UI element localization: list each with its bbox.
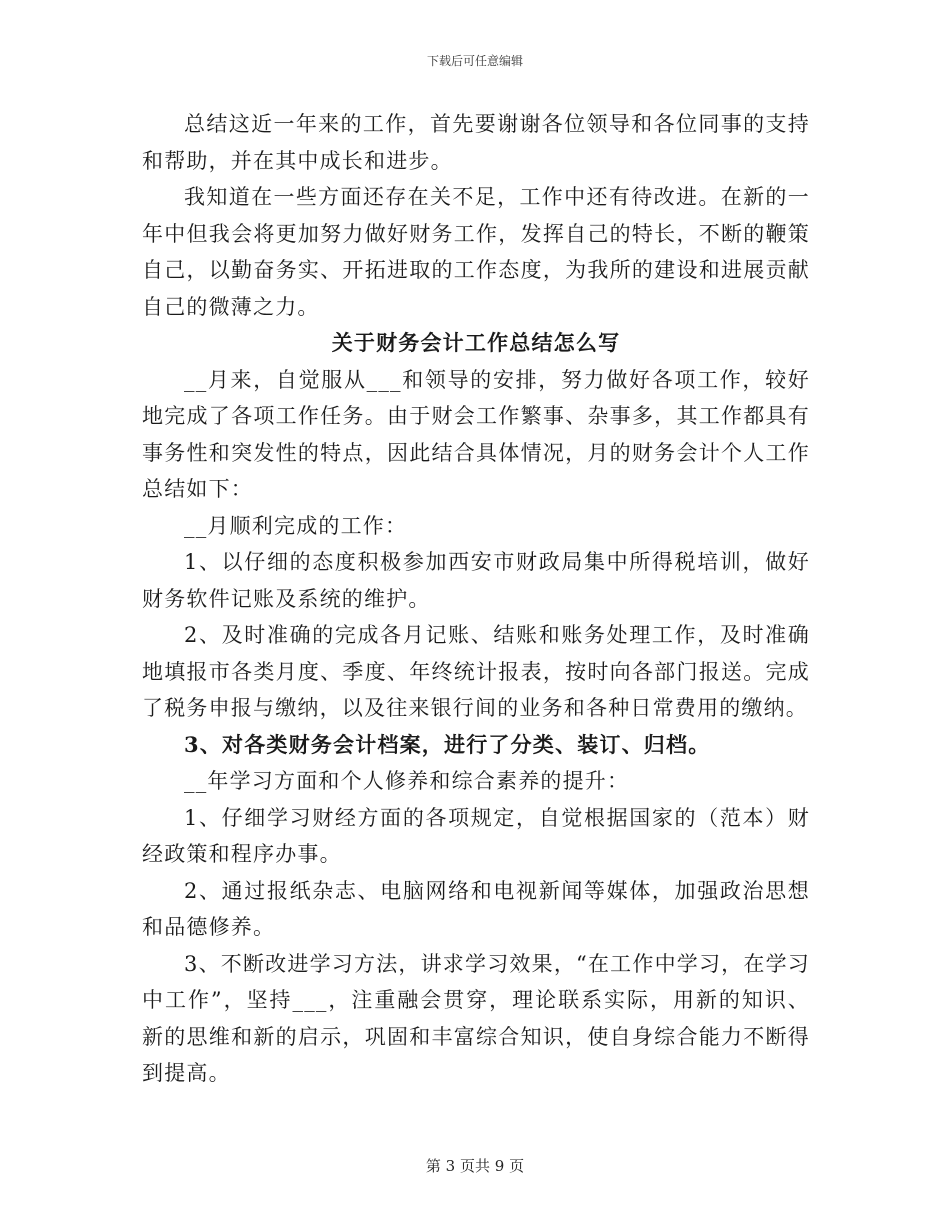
paragraph: 总结这近一年来的工作，首先要谢谢各位领导和各位同事的支持和帮助，并在其中成长和进步。 [142, 112, 810, 173]
paragraph: 1、以仔细的态度积极参加西安市财政局集中所得税培训，做好财务软件记账及系统的维护。 [142, 550, 810, 611]
document-body [142, 106, 810, 1092]
paragraph-bold: 3、对各类财务会计档案，进行了分类、装订、归档。 [184, 731, 711, 757]
paragraph: 我知道在一些方面还存在关不足，工作中还有待改进。在新的一年中但我会将更加努力做好财务工作，发挥自己的特长，不断的鞭策自己，以勤奋务实、开拓进取的工作态度，为我所的建设和进展贡献自己的微薄之力。 [142, 185, 810, 319]
paragraph: 2、及时准确的完成各月记账、结账和账务处理工作，及时准确地填报市各类月度、季度、年终统计报表，按时向各部门报送。完成了税务申报与缴纳，以及往来银行间的业务和各种日常费用的缴纳。 [142, 623, 810, 720]
section-title: 关于财务会计工作总结怎么写 [331, 330, 621, 355]
paragraph: 2、通过报纸杂志、电脑网络和电视新闻等媒体，加强政治思想和品德修养。 [142, 878, 810, 939]
page-footer: 第 3 页共 9 页 [425, 1157, 525, 1175]
page-header: 下载后可任意编辑 [426, 54, 523, 68]
paragraph: __月顺利完成的工作： [184, 513, 408, 538]
paragraph: __月来，自觉服从___和领导的安排，努力做好各项工作，较好地完成了各项工作任务。由于财会工作繁事、杂事多，其工作都具有事务性和突发性的特点，因此结合具体情况，月的财务会计个人工作总结如下： [142, 367, 810, 501]
paragraph: 3、不断改进学习方法，讲求学习效果，“在工作中学习，在学习中工作”，坚持___，注重融会贯穿，理论联系实际，用新的知识、新的思维和新的启示，巩固和丰富综合知识，使自身综合能力不断得到提高。 [142, 951, 810, 1085]
paragraph: __年学习方面和个人修养和综合素养的提升： [184, 769, 630, 793]
paragraph: 1、仔细学习财经方面的各项规定，自觉根据国家的（范本）财经政策和程序办事。 [142, 805, 810, 866]
